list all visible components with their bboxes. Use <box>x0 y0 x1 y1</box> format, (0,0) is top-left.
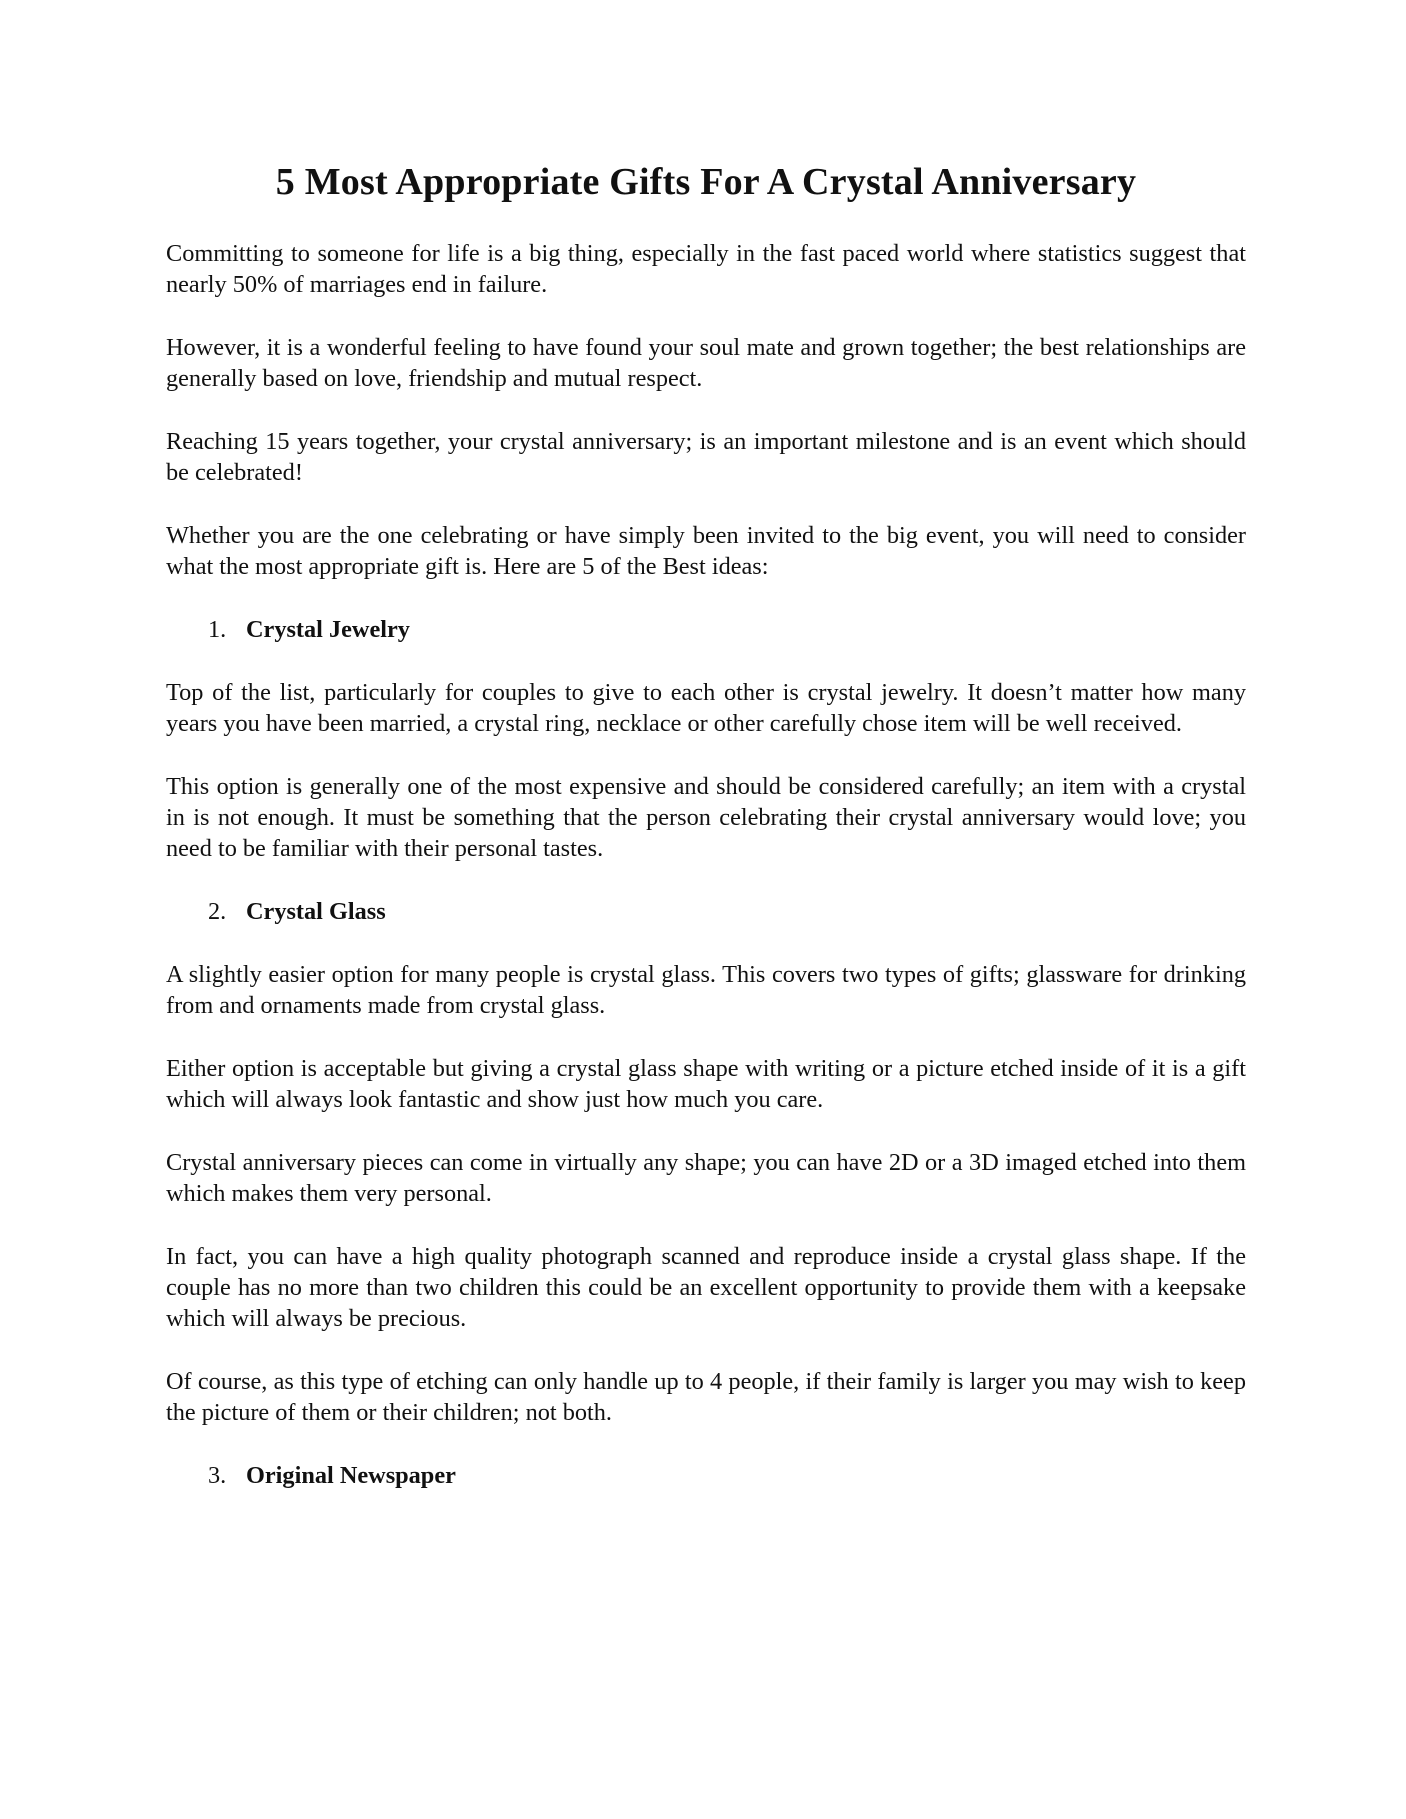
section-number: 2. <box>208 897 227 925</box>
section-paragraph: This option is generally one of the most expensive and should be considered carefully; an item with a crystal in is not enough. It must be something that the person celebrating their crystal anniversary would love; you need to be familiar with their personal tastes. <box>166 772 1246 862</box>
section-paragraph: Either option is acceptable but giving a crystal glass shape with writing or a picture etched inside of it is a gift which will always look fantastic and show just how much you care. <box>166 1054 1246 1113</box>
section-title: Original Newspaper <box>246 1461 456 1489</box>
section-title: Crystal Glass <box>246 897 386 925</box>
section-paragraph: Crystal anniversary pieces can come in virtually any shape; you can have 2D or a 3D imaged etched into them which makes them very personal. <box>166 1148 1246 1207</box>
document-page <box>166 160 1246 1523</box>
intro-paragraph: However, it is a wonderful feeling to have found your soul mate and grown together; the best relationships are generally based on love, friendship and mutual respect. <box>166 333 1246 392</box>
section-paragraph: Top of the list, particularly for couples to give to each other is crystal jewelry. It doesn’t matter how many years you have been married, a crystal ring, necklace or other carefully chose item will be well received. <box>166 678 1246 737</box>
section-heading-original-newspaper <box>166 1460 1246 1491</box>
section-paragraph: A slightly easier option for many people is crystal glass. This covers two types of gifts; glassware for drinking from and ornaments made from crystal glass. <box>166 960 1246 1019</box>
section-number: 1. <box>208 615 227 643</box>
section-paragraph: In fact, you can have a high quality photograph scanned and reproduce inside a crystal glass shape. If the couple has no more than two children this could be an excellent opportunity to provide them with a keepsake which will always be precious. <box>166 1242 1246 1332</box>
intro-paragraph: Whether you are the one celebrating or have simply been invited to the big event, you will need to consider what the most appropriate gift is. Here are 5 of the Best ideas: <box>166 521 1246 580</box>
section-title: Crystal Jewelry <box>246 615 410 643</box>
intro-paragraph: Committing to someone for life is a big thing, especially in the fast paced world where statistics suggest that nearly 50% of marriages end in failure. <box>166 239 1246 298</box>
intro-paragraph: Reaching 15 years together, your crystal anniversary; is an important milestone and is an event which should be celebrated! <box>166 427 1246 486</box>
document-title: 5 Most Appropriate Gifts For A Crystal Anniversary <box>275 161 1137 203</box>
section-paragraph: Of course, as this type of etching can only handle up to 4 people, if their family is larger you may wish to keep the picture of them or their children; not both. <box>166 1367 1246 1426</box>
section-heading-crystal-glass <box>166 896 1246 927</box>
section-number: 3. <box>208 1461 227 1489</box>
section-heading-crystal-jewelry <box>166 614 1246 645</box>
